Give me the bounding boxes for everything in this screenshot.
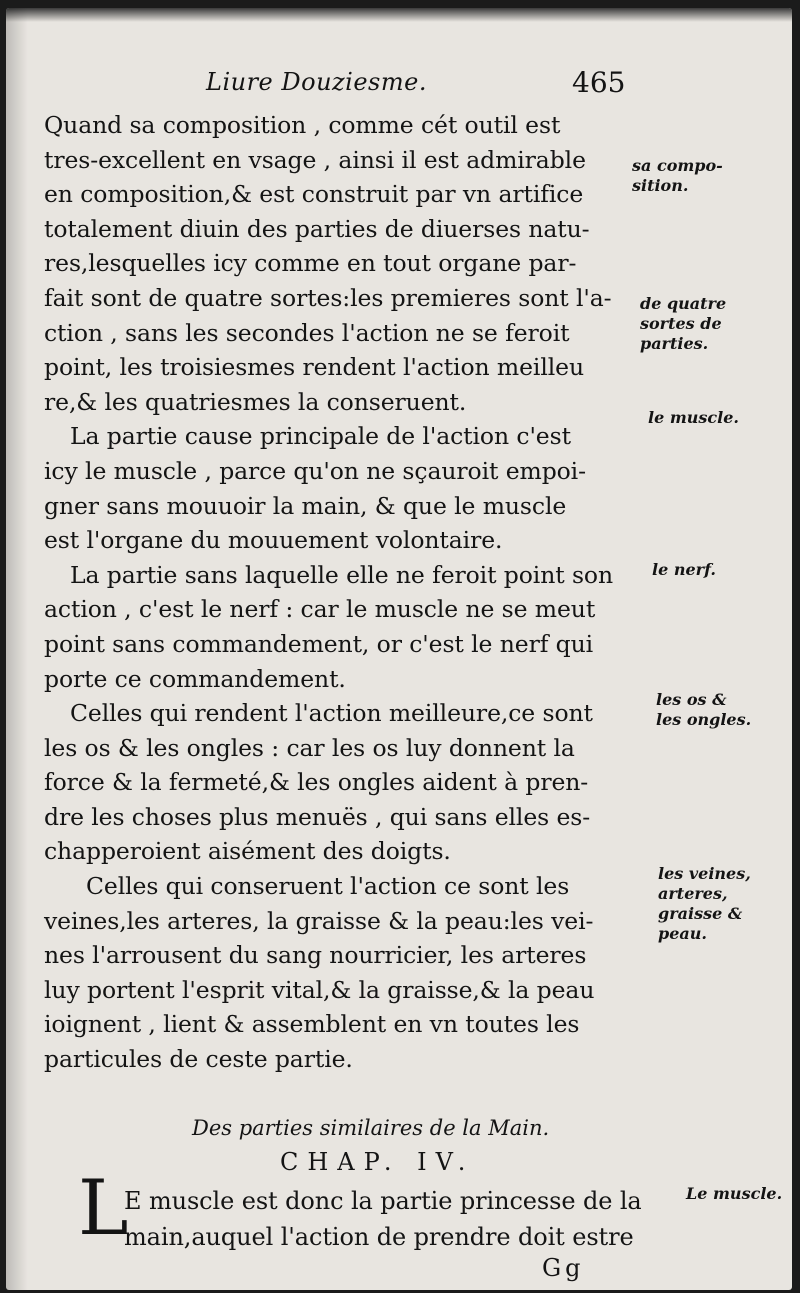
text-line: gner sans mouuoir la main, & que le muscle bbox=[44, 491, 567, 520]
page-number: 465 bbox=[572, 66, 626, 99]
text-line: res,lesquelles icy comme en tout organe par- bbox=[44, 249, 577, 278]
text-line: dre les choses plus menuës , qui sans elles es- bbox=[44, 802, 591, 831]
text-line: est l'organe du mouuement volontaire. bbox=[44, 526, 503, 555]
text-line: totalement diuin des parties de diuerses natu- bbox=[44, 214, 590, 243]
text-line: veines,les arteres, la graisse & la peau:les vei- bbox=[44, 906, 594, 935]
margin-note-line: les veines, bbox=[658, 864, 751, 883]
text-line: main,auquel l'action de prendre doit estre bbox=[124, 1223, 634, 1251]
margin-note-line: les ongles. bbox=[656, 710, 752, 729]
text-line: E muscle est donc la partie princesse de la bbox=[124, 1187, 642, 1215]
text-line: icy le muscle , parce qu'on ne sçauroit empoi- bbox=[44, 456, 586, 485]
text-line: porte ce commandement. bbox=[44, 664, 346, 693]
text-line: point, les troisiesmes rendent l'action meilleu bbox=[44, 353, 585, 382]
margin-note bbox=[652, 560, 716, 580]
margin-note-line: Le muscle. bbox=[686, 1184, 783, 1203]
margin-note-line: sa compo- bbox=[632, 156, 723, 175]
book-page bbox=[6, 8, 792, 1290]
text-line: ioignent , lient & assemblent en vn toutes les bbox=[44, 1010, 580, 1039]
text-line: les os & les ongles : car les os luy donnent la bbox=[44, 733, 575, 762]
chapter-title: CHAP. IV. bbox=[280, 1148, 475, 1176]
margin-note bbox=[656, 690, 751, 730]
text-line: en composition,& est construit par vn artifice bbox=[44, 180, 584, 209]
margin-note-line: sition. bbox=[632, 176, 689, 195]
margin-note bbox=[640, 294, 726, 354]
margin-note-line: sortes de bbox=[640, 314, 722, 333]
margin-note-line: graisse & bbox=[658, 904, 743, 923]
text-line: force & la fermeté,& les ongles aident à pren- bbox=[44, 768, 589, 797]
text-line: La partie sans laquelle elle ne feroit point son bbox=[70, 560, 614, 589]
text-line: re,& les quatriesmes la conseruent. bbox=[44, 387, 467, 416]
text-line: luy portent l'esprit vital,& la graisse,& la peau bbox=[44, 975, 595, 1004]
text-line: Quand sa composition , comme cét outil est bbox=[44, 111, 561, 139]
running-head: Liure Douziesme. bbox=[206, 68, 427, 96]
signature-mark: Gg bbox=[542, 1254, 585, 1282]
margin-note-line: arteres, bbox=[658, 884, 728, 903]
text-line: chapperoient aisément des doigts. bbox=[44, 837, 451, 866]
margin-note bbox=[632, 156, 723, 196]
margin-note-line: parties. bbox=[640, 334, 709, 353]
margin-note bbox=[648, 408, 739, 428]
margin-note-line: les os & bbox=[656, 690, 727, 709]
text-line: point sans commandement, or c'est le nerf qui bbox=[44, 629, 594, 658]
text-line: Celles qui conseruent l'action ce sont les bbox=[86, 872, 570, 901]
margin-note-line: de quatre bbox=[640, 294, 727, 313]
text-line: La partie cause principale de l'action c'est bbox=[70, 422, 571, 451]
margin-note-line: le nerf. bbox=[652, 560, 716, 579]
drop-initial: L bbox=[78, 1163, 129, 1252]
text-line: nes l'arrousent du sang nourricier, les arteres bbox=[44, 941, 587, 970]
text-line: particules de ceste partie. bbox=[44, 1045, 353, 1074]
text-line: ction , sans les secondes l'action ne se feroit bbox=[44, 318, 570, 347]
margin-note-line: le muscle. bbox=[648, 408, 739, 427]
text-line: action , c'est le nerf : car le muscle ne se meut bbox=[44, 595, 596, 624]
text-line: tres-excellent en vsage , ainsi il est admirable bbox=[44, 145, 586, 174]
margin-note bbox=[686, 1184, 782, 1204]
chapter-text bbox=[124, 1183, 642, 1255]
margin-note-line: peau. bbox=[658, 924, 707, 943]
text-line: Celles qui rendent l'action meilleure,ce sont bbox=[70, 699, 593, 728]
chapter-subtitle: Des parties similaires de la Main. bbox=[192, 1116, 550, 1140]
body-text bbox=[44, 108, 644, 1077]
margin-note bbox=[658, 864, 751, 944]
text-line: fait sont de quatre sortes:les premieres sont l'a- bbox=[44, 283, 612, 312]
